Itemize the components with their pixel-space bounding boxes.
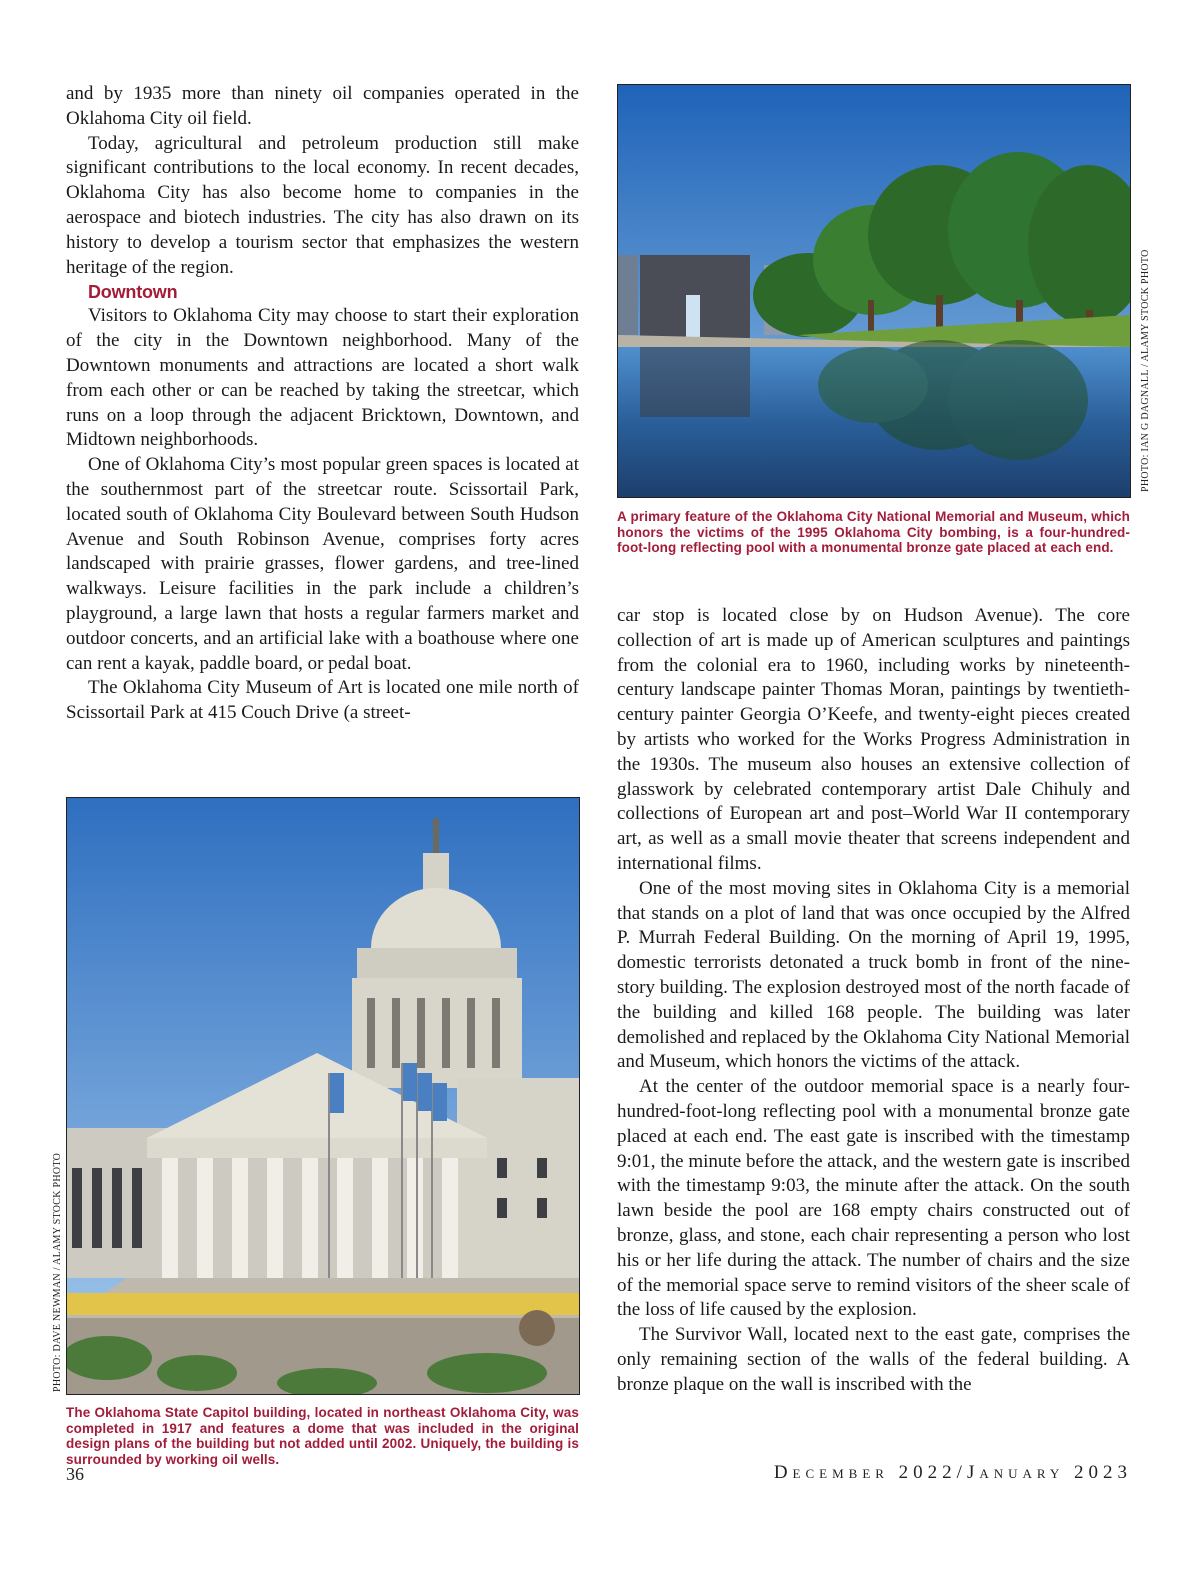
right-text-column [617, 604, 1130, 1398]
capitol-photo-credit: PHOTO: DAVE NEWMAN / ALAMY STOCK PHOTO [52, 1152, 63, 1392]
memorial-photo-caption: A primary feature of the Oklahoma City National Memorial and Museum, which honors the victims of the 1995 Oklahoma City bombing, is a four-hundred-foot-long reflecting pool with a monumental bronze gate placed at each end. [617, 509, 1130, 556]
memorial-photo [617, 84, 1131, 498]
body-paragraph: Today, agricultural and petroleum production still make significant contributions to the local economy. In recent decades, Oklahoma City has also become home to companies in the aerospace and biotech industries. The city has also drawn on its history to develop a tourism sector that emphasizes the western heritage of the region. [66, 132, 579, 278]
left-text-column [66, 82, 579, 726]
body-paragraph: One of the most moving sites in Oklahoma City is a memorial that stands on a plot of land that was once occupied by the Alfred P. Murrah Federal Building. On the morning of April 19, 1995, domestic terrorists detonated a truck bomb in front of the nine-story building. The explosion destroyed most of the north facade of the building and killed 168 people. The building was later demolished and replaced by the Oklahoma City National Memorial and Museum, which honors the victims of the attack. [617, 877, 1130, 1073]
capitol-building-illustration [67, 798, 579, 1394]
body-paragraph: The Oklahoma City Museum of Art is located one mile north of Scissortail Park at 415 Couch Drive (a street- [66, 677, 579, 724]
body-paragraph: One of Oklahoma City’s most popular green spaces is located at the southernmost part of the streetcar route. Scissortail Park, located south of Oklahoma City Boulevard between South Hudson Avenue and South Robinson Avenue, comprises forty acres landscaped with prairie grasses, flower gardens, and tree-lined walkways. Leisure facilities in the park include a children’s playground, a large lawn that hosts a regular farmers market and outdoor concerts, and an artificial lake with a boathouse where one can rent a kayak, paddle board, or pedal boat. [66, 454, 579, 674]
page-number: 36 [66, 1464, 84, 1484]
capitol-photo [66, 797, 580, 1395]
issue-date: December 2022/January 2023 [773, 1462, 1132, 1483]
section-heading-downtown: Downtown [88, 282, 178, 303]
body-paragraph: car stop is located close by on Hudson Avenue). The core collection of art is made up of American sculptures and paintings from the colonial era to 1960, including works by nineteenth-century landscape painter Thomas Moran, paintings by twentieth-century painter Georgia O’Keefe, and twenty-eight pieces created by artists who worked for the Works Progress Administration in the 1930s. The museum also houses an extensive collection of glasswork by celebrated contemporary artist Dale Chihuly and collections of European art and post–World War II contemporary art, as well as a small movie theater that screens independent and international films. [617, 605, 1130, 874]
body-paragraph: At the center of the outdoor memorial space is a nearly four-hundred-foot-long reflecting pool with a monumental bronze gate placed at each end. The east gate is inscribed with the timestamp 9:01, the minute before the attack, and the western gate is inscribed with the timestamp 9:03, the minute after the attack. On the south lawn beside the pool are 168 empty chairs constructed out of bronze, glass, and stone, each chair representing a person who lost his or her life during the attack. The number of chairs and the size of the memorial space serve to remind visitors of the sheer scale of the loss of life caused by the explosion. [617, 1076, 1130, 1321]
body-paragraph: Visitors to Oklahoma City may choose to start their exploration of the city in the Downtown neighborhood. Many of the Downtown monuments and attractions are located a short walk from each other or can be reached by taking the streetcar, which runs on a loop through the adjacent Bricktown, Downtown, and Midtown neighborhoods. [66, 305, 579, 451]
body-paragraph: The Survivor Wall, located next to the east gate, comprises the only remaining section of the walls of the federal building. A bronze plaque on the wall is inscribed with the [617, 1324, 1130, 1395]
capitol-photo-caption: The Oklahoma State Capitol building, located in northeast Oklahoma City, was completed in 1917 and features a dome that was included in the original design plans of the building but not added until 2002. Uniquely, the building is surrounded by working oil wells. [66, 1405, 579, 1467]
body-paragraph: and by 1935 more than ninety oil companies operated in the Oklahoma City oil field. [66, 83, 579, 129]
memorial-photo-credit: PHOTO: IAN G DAGNALL / ALAMY STOCK PHOTO [1140, 249, 1151, 492]
reflecting-pool-illustration [618, 85, 1130, 497]
